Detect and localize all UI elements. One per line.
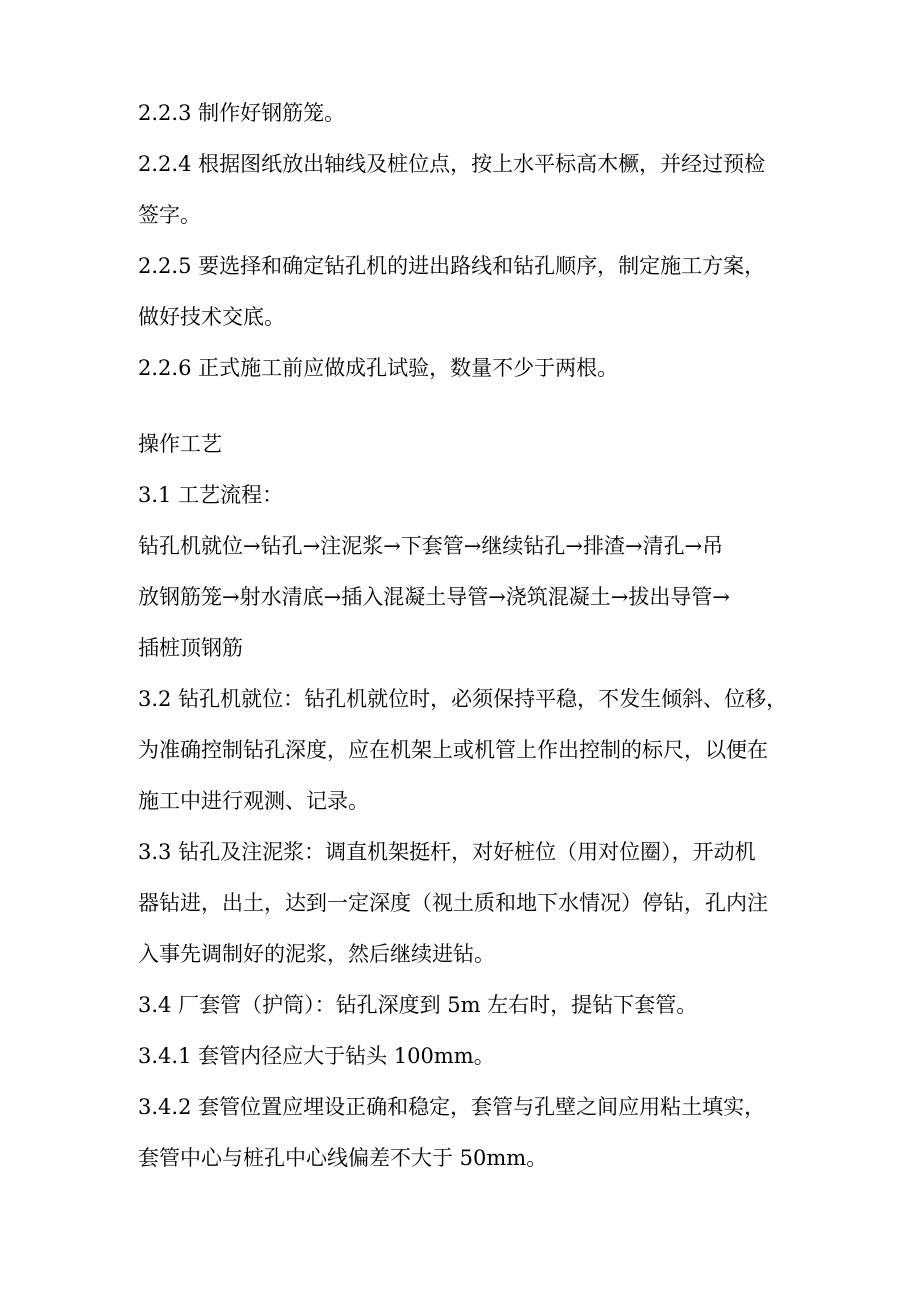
text-line-3-4: 3.4 厂套管（护筒）：钻孔深度到 5m 左右时，提钻下套管。 <box>138 993 698 1017</box>
process-flow-line-1: 钻孔机就位→钻孔→注泥浆→下套管→继续钻孔→排渣→清孔→吊 <box>138 534 724 558</box>
text-line-3-3-cont-2: 入事先调制好的泥浆，然后继续进钻。 <box>138 942 495 966</box>
text-line-3-2-cont-2: 施工中进行观测、记录。 <box>138 789 369 813</box>
document-body <box>138 88 788 1184</box>
text-line-2-2-4: 2.2.4 根据图纸放出轴线及桩位点，按上水平标高木橛，并经过预检 <box>138 152 766 176</box>
text-line-2-2-5: 2.2.5 要选择和确定钻孔机的进出路线和钻孔顺序，制定施工方案， <box>138 254 766 278</box>
text-line-2-2-5-cont: 做好技术交底。 <box>138 305 285 329</box>
section-gap <box>138 394 788 419</box>
text-line-3-2: 3.2 钻孔机就位：钻孔机就位时，必须保持平稳，不发生倾斜、位移， <box>138 687 788 711</box>
text-line-3-4-2-cont: 套管中心与桩孔中心线偏差不大于 50mm。 <box>138 1146 548 1170</box>
text-line-3-4-2: 3.4.2 套管位置应埋设正确和稳定，套管与孔壁之间应用粘土填实， <box>138 1095 766 1119</box>
text-line-2-2-4-cont: 签字。 <box>138 203 201 227</box>
text-line-3-3-cont-1: 器钻进，出土，达到一定深度（视土质和地下水情况）停钻，孔内注 <box>138 891 768 915</box>
process-flow-line-3: 插桩顶钢筋 <box>138 636 243 660</box>
text-line-2-2-6: 2.2.6 正式施工前应做成孔试验，数量不少于两根。 <box>138 356 619 380</box>
text-line-3-2-cont-1: 为准确控制钻孔深度，应在机架上或机管上作出控制的标尺，以便在 <box>138 738 768 762</box>
process-flow-line-2: 放钢筋笼→射水清底→插入混凝土导管→浇筑混凝土→拔出导管→ <box>138 585 730 609</box>
text-line-3-4-1: 3.4.1 套管内径应大于钻头 100mm。 <box>138 1044 495 1068</box>
text-line-3-3: 3.3 钻孔及注泥浆：调直机架挺杆，对好桩位（用对位圈），开动机 <box>138 840 756 864</box>
text-line-2-2-3: 2.2.3 制作好钢筋笼。 <box>138 101 346 125</box>
section-heading: 操作工艺 <box>138 432 222 456</box>
text-line-3-1: 3.1 工艺流程： <box>138 483 284 507</box>
